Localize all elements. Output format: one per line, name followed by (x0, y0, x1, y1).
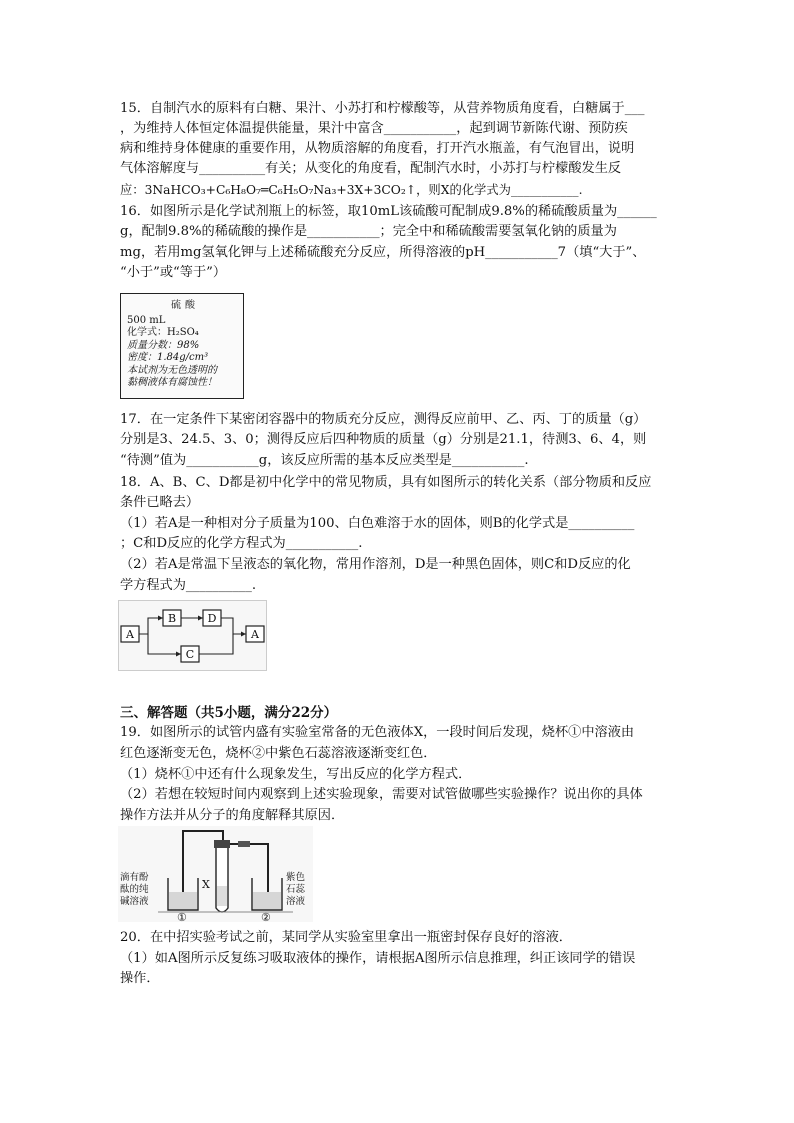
q18-line-3: （1）若A是一种相对分子质量为100、白色难溶于水的固体，则B的化学式是__________ (120, 516, 635, 531)
left-label-1: 滴有酚 (120, 872, 149, 883)
q16-line-1: 16．如图所示是化学试剂瓶上的标签，取10mL该硫酸可配制成9.8%的稀硫酸质量为______ (120, 204, 657, 219)
label-formula: 化学式：H₂SO₄ (127, 327, 199, 338)
conversion-diagram (118, 600, 268, 672)
label-fraction: 质量分数：98% (127, 339, 200, 351)
liquid-x-label: X (202, 878, 210, 891)
q19-line-1: 19．如图所示的试管内盛有实验室常备的无色液体X，一段时间后发现，烧杯①中溶液由 (120, 725, 635, 740)
left-label-2: 酞的纯 (120, 884, 149, 895)
q17-line-3: “待测”值为___________g，该反应所需的基本反应类型是___________. (120, 453, 529, 468)
q19-line-5: 操作方法并从分子的角度解释其原因． (120, 808, 345, 823)
node-d-label: D (207, 612, 217, 625)
right-label-1: 紫色 (286, 872, 306, 883)
right-label-3: 溶液 (286, 896, 306, 907)
q19-line-2: 红色逐渐变无色，烧杯②中紫色石蕊溶液逐渐变红色． (120, 746, 437, 761)
reagent-bottle-label (120, 293, 244, 399)
liquid-x (217, 886, 227, 906)
beaker-1-solution (169, 892, 197, 909)
label-title: 硫酸 (171, 300, 199, 311)
clip (238, 841, 250, 847)
q16-line-4: “小于”或“等于”） (120, 265, 227, 280)
label-warning-2: 黏稠液体有腐蚀性！ (127, 377, 217, 388)
q20-line-3: 操作． (120, 971, 160, 986)
beaker-2-number: ② (261, 911, 271, 922)
q16-line-3: mg，若用mg氢氧化钾与上述稀硫酸充分反应，所得溶液的pH___________7（填“大于”、 (120, 245, 646, 260)
section-three-title: 三、解答题（共5小题，满分22分） (120, 705, 338, 721)
q16-line-2: g，配制9.8%的稀硫酸的操作是___________；完全中和稀硫酸需要氢氧化钠的质量为 (120, 224, 617, 239)
label-warning-1: 本试剂为无色透明的 (127, 364, 217, 376)
diffusion-apparatus (118, 826, 313, 922)
q20-line-2: （1）如A图所示反复练习吸取液体的操作，请根据A图所示信息推理，纠正该同学的错误 (120, 951, 636, 966)
q15-line-1: 15．自制汽水的原料有白糖、果汁、小苏打和柠檬酸等，从营养物质角度看，白糖属于___ (120, 101, 645, 116)
node-a-right-label: A (251, 628, 259, 641)
q18-line-2: 条件已略去） (120, 495, 200, 510)
q15-line-3: 病和维持身体健康的重要作用，从物质溶解的角度看，打开汽水瓶盖，有气泡冒出，说明 (120, 141, 635, 156)
q18-line-4: ；C和D反应的化学方程式为___________. (120, 536, 363, 551)
q15-line-5: 应：3NaHCO₃+C₆H₈O₇═C₆H₅O₇Na₃+3X+3CO₂↑，则X的化学式为___________. (120, 183, 583, 197)
q17-line-2: 分别是3、24.5、3、0；测得反应后四种物质的质量（g）分别是21.1，待测3、6、4，则 (120, 432, 647, 447)
right-label-2: 石蕊 (286, 884, 306, 895)
q20-line-1: 20．在中招实验考试之前，某同学从实验室里拿出一瓶密封保存良好的溶液． (120, 930, 572, 945)
beaker-2-solution (253, 892, 281, 909)
q19-line-4: （2）若想在较短时间内观察到上述实验现象，需要对试管做哪些实验操作？说出你的具体 (120, 787, 643, 802)
q15-line-4: 气体溶解度与__________有关；从变化的角度看，配制汽水时，小苏打与柠檬酸发生反 (120, 161, 622, 176)
q19-line-3: （1）烧杯①中还有什么现象发生，写出反应的化学方程式． (120, 767, 472, 782)
label-density: 密度：1.84g/cm³ (127, 352, 209, 363)
left-label-3: 碱溶液 (120, 896, 149, 907)
q15-line-2: ，为维持人体恒定体温提供能量，果汁中富含___________，起到调节新陈代谢、预防疾 (120, 121, 628, 136)
node-b-label: B (167, 612, 177, 625)
q17-line-1: 17．在一定条件下某密闭容器中的物质充分反应，测得反应前甲、乙、丙、丁的质量（g） (120, 412, 647, 427)
q18-line-5: （2）若A是常温下呈液态的氧化物，常用作溶剂，D是一种黑色固体，则C和D反应的化 (120, 557, 631, 572)
node-c-label: C (185, 648, 195, 661)
node-a-left-label: A (126, 628, 134, 641)
label-volume: 500 mL (127, 314, 166, 326)
q18-line-6: 学方程式为__________. (120, 578, 257, 593)
q18-line-1: 18．A、B、C、D都是初中化学中的常见物质，具有如图所示的转化关系（部分物质和反应 (120, 475, 652, 490)
beaker-1-number: ① (177, 911, 187, 922)
stopper (214, 840, 230, 848)
